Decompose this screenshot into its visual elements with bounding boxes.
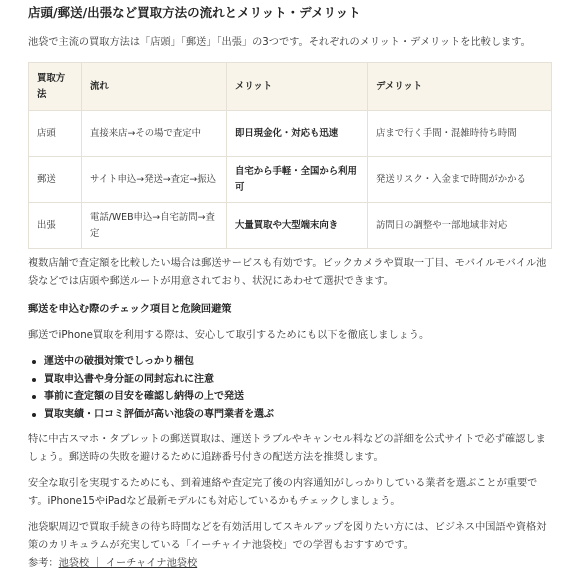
checklist-heading: 郵送を申込む際のチェック項目と危険回避策	[28, 304, 232, 315]
school-recommendation-paragraph: 池袋駅周辺で買取手続きの待ち時間などを有効活用してスキルアップを図りたい方には、ビジネス中国語や資格対策のカリキュラムが充実している「イーチャイナ池袋校」での学習もおすすめです。	[28, 522, 547, 551]
cell-merit: 大量買取や大型端末向き	[227, 203, 368, 249]
cell-merit: 即日現金化・対応も迅速	[227, 111, 368, 157]
cell-method: 郵送	[29, 157, 82, 203]
cell-method: 店頭	[29, 111, 82, 157]
cell-demerit: 発送リスク・入金まで時間がかかる	[368, 157, 552, 203]
list-item-text: 運送中の破損対策でしっかり梱包	[44, 356, 194, 367]
table-row	[29, 111, 552, 157]
list-item	[44, 371, 552, 389]
reference-line	[28, 555, 552, 573]
section-heading: 店頭/郵送/出張など買取方法の流れとメリット・デメリット	[28, 5, 361, 20]
cell-demerit: 店まで行く手間・混雑時待ち時間	[368, 111, 552, 157]
list-item	[44, 353, 552, 371]
bullet-icon	[32, 413, 36, 417]
header-demerit: デメリット	[368, 63, 552, 111]
comparison-note-paragraph: 複数店舗で査定額を比較したい場合は郵送サービスも有効です。ビックカメラや買取一丁目、モバイルモバイル池袋などでは店頭や郵送ルートが用意されており、状況にあわせて選択できます。	[28, 258, 547, 287]
intro-paragraph: 池袋で主流の買取方法は「店頭」「郵送」「出張」の3つです。それぞれのメリット・デメリットを比較します。	[28, 37, 531, 48]
list-item-text: 買取申込書や身分証の同封忘れに注意	[44, 373, 214, 385]
cell-flow: 電話/WEB申込→自宅訪問→査定	[82, 203, 227, 249]
bullet-icon	[32, 395, 36, 399]
list-item-text: 買取実績・口コミ評価が高い池袋の専門業者を選ぶ	[44, 408, 274, 420]
header-merit: メリット	[227, 63, 368, 111]
shipping-caution-paragraph: 特に中古スマホ・タブレットの郵送買取は、運送トラブルやキャンセル料などの詳細を公式サイトで必ず確認しましょう。郵送時の失敗を避けるために追跡番号付きの配送方法を推奨します。	[28, 434, 546, 463]
checklist	[28, 353, 552, 423]
bullet-icon	[32, 378, 36, 382]
table-row	[29, 157, 552, 203]
cell-flow: 直接来店→その場で査定中	[82, 111, 227, 157]
table-header-row	[29, 63, 552, 111]
list-item	[44, 406, 552, 424]
checklist-intro-paragraph: 郵送でiPhone買取を利用する際は、安心して取引するためにも以下を徹底しましょう。	[28, 330, 430, 341]
list-item-text: 事前に査定額の目安を確認し納得の上で発送	[44, 391, 244, 402]
header-flow: 流れ	[82, 63, 227, 111]
cell-flow: サイト申込→発送→査定→振込	[82, 157, 227, 203]
cell-merit: 自宅から手軽・全国から利用可	[227, 157, 368, 203]
header-method: 買取方法	[29, 63, 82, 111]
table-row	[29, 203, 552, 249]
cell-demerit: 訪問日の調整や一部地域非対応	[368, 203, 552, 249]
comparison-table	[28, 62, 552, 249]
reference-link[interactable]: 池袋校 ｜ イーチャイナ池袋校	[58, 558, 198, 569]
safe-trade-paragraph: 安全な取引を実現するためにも、到着連絡や査定完了後の内容通知がしっかりしている業者を選ぶことが重要です。iPhone15やiPadなど最新モデルにも対応しているかもチェックしましょう。	[28, 478, 538, 507]
list-item	[44, 388, 552, 406]
bullet-icon	[32, 360, 36, 364]
cell-method: 出張	[29, 203, 82, 249]
reference-prefix: 参考：	[28, 558, 59, 569]
